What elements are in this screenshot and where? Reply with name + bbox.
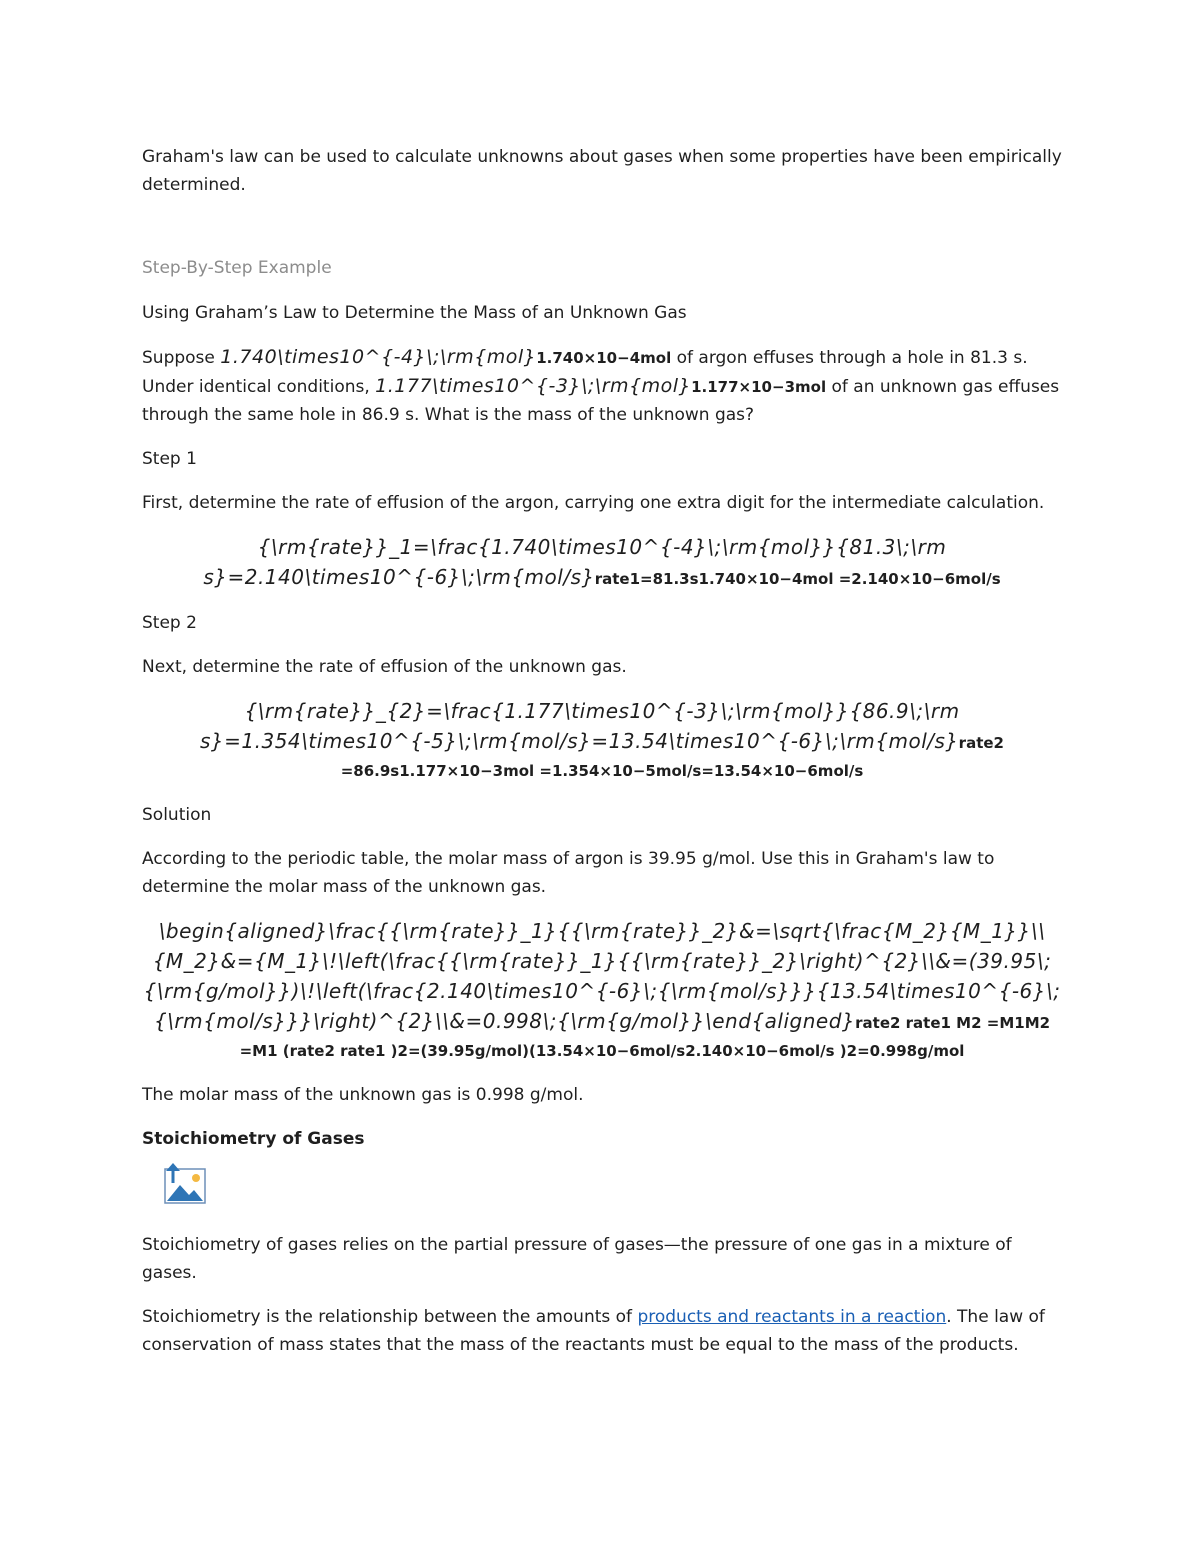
intro-paragraph: Graham's law can be used to calculate unknowns about gases when some properties have been empirically determined. [142,147,1062,195]
problem-rendered-2: 1.177×10−3mol [691,378,827,396]
step2-equation [142,697,1062,785]
problem-rendered-1: 1.740×10−4mol [536,349,672,367]
example-label: Step-By-Step Example [142,258,332,278]
step1-equation [142,533,1062,593]
stoichiometry-heading: Stoichiometry of Gases [142,1129,365,1149]
example-title: Using Graham’s Law to Determine the Mass of an Unknown Gas [142,303,687,323]
solution-conclusion: The molar mass of the unknown gas is 0.998 g/mol. [142,1085,584,1105]
products-reactants-link[interactable]: products and reactants in a reaction [637,1307,947,1327]
problem-latex-2: 1.177\times10^{-3}\;\rm{mol} [375,375,692,397]
step2-text: Next, determine the rate of effusion of the unknown gas. [142,657,627,677]
document-body [142,143,1062,1375]
step1-rendered: rate1=81.3s1.740×10−4mol =2.140×10−6mol/s [594,570,1001,588]
image-placeholder-icon[interactable] [162,1161,208,1207]
problem-latex-1: 1.740\times10^{-4}\;\rm{mol} [220,346,537,368]
image-placeholder-graphic [162,1161,208,1207]
step1-label: Step 1 [142,449,197,469]
solution-equation [142,917,1062,1065]
step2-latex: {\rm{rate}}_{2}=\frac{1.177\times10^{-3}\;\rm{mol}}{86.9\;\rm s}=1.354\times10^{-5}\;\rm{mol/s}=13.54\times10^{-6}\;\rm{mol/s} [200,699,960,753]
step2-rendered: rate2 =86.9s1.177×10−3mol =1.354×10−5mol/s=13.54×10−6mol/s [340,734,1004,780]
step1-latex: {\rm{rate}}_1=\frac{1.740\times10^{-4}\;\rm{mol}}{81.3\;\rm s}=2.140\times10^{-6}\;\rm{mol/s} [203,535,947,589]
solution-latex: \begin{aligned}\frac{{\rm{rate}}_1}{{\rm{rate}}_2}&=\sqrt{\frac{M_2}{M_1}}\\{M_2}&={M_1}\!\left(\frac{{\rm{rate}}_1}{{\rm{rate}}_2}\right)^{2}\\&=(39.95\;{\rm{g/mol}})\!\left(\frac{2.140\times10^{-6}\;{\rm{mol/s}}}{13.54\times10^{-6}\;{\rm{mol/s}}}\right)^{2}\\&=0.998\;{\rm{g/mol}}\end{aligned} [143,919,1061,1033]
solution-text: According to the periodic table, the molar mass of argon is 39.95 g/mol. Use this in Graham's law to determine the molar mass of the unknown gas. [142,849,995,897]
problem-paragraph: Suppose 1.740\times10^{-4}\;\rm{mol}1.740×10−4mol of argon effuses through a hole in 81.3 s. Under identical conditions, 1.177\times10^{-3}\;\rm{mol}1.177×10−3mol of an unknown gas effuses through the same hole in 86.9 s. What is the mass of the unknown gas? [142,346,1060,425]
step1-text: First, determine the rate of effusion of the argon, carrying one extra digit for the intermediate calculation. [142,493,1045,513]
step2-label: Step 2 [142,613,197,633]
stoichiometry-paragraph-2: Stoichiometry is the relationship between the amounts of products and reactants in a reaction. The law of conservation of mass states that the mass of the reactants must be equal to the mass of the products. [142,1307,1045,1355]
stoichiometry-paragraph-1: Stoichiometry of gases relies on the partial pressure of gases—the pressure of one gas in a mixture of gases. [142,1235,1012,1283]
solution-rendered: rate2 rate1 M2 =M1M2 =M1 (rate2 rate1 )2=(39.95g/mol)(13.54×10−6mol/s2.140×10−6mol/s )2=0.998g/mol [239,1014,1051,1060]
solution-label: Solution [142,805,212,825]
